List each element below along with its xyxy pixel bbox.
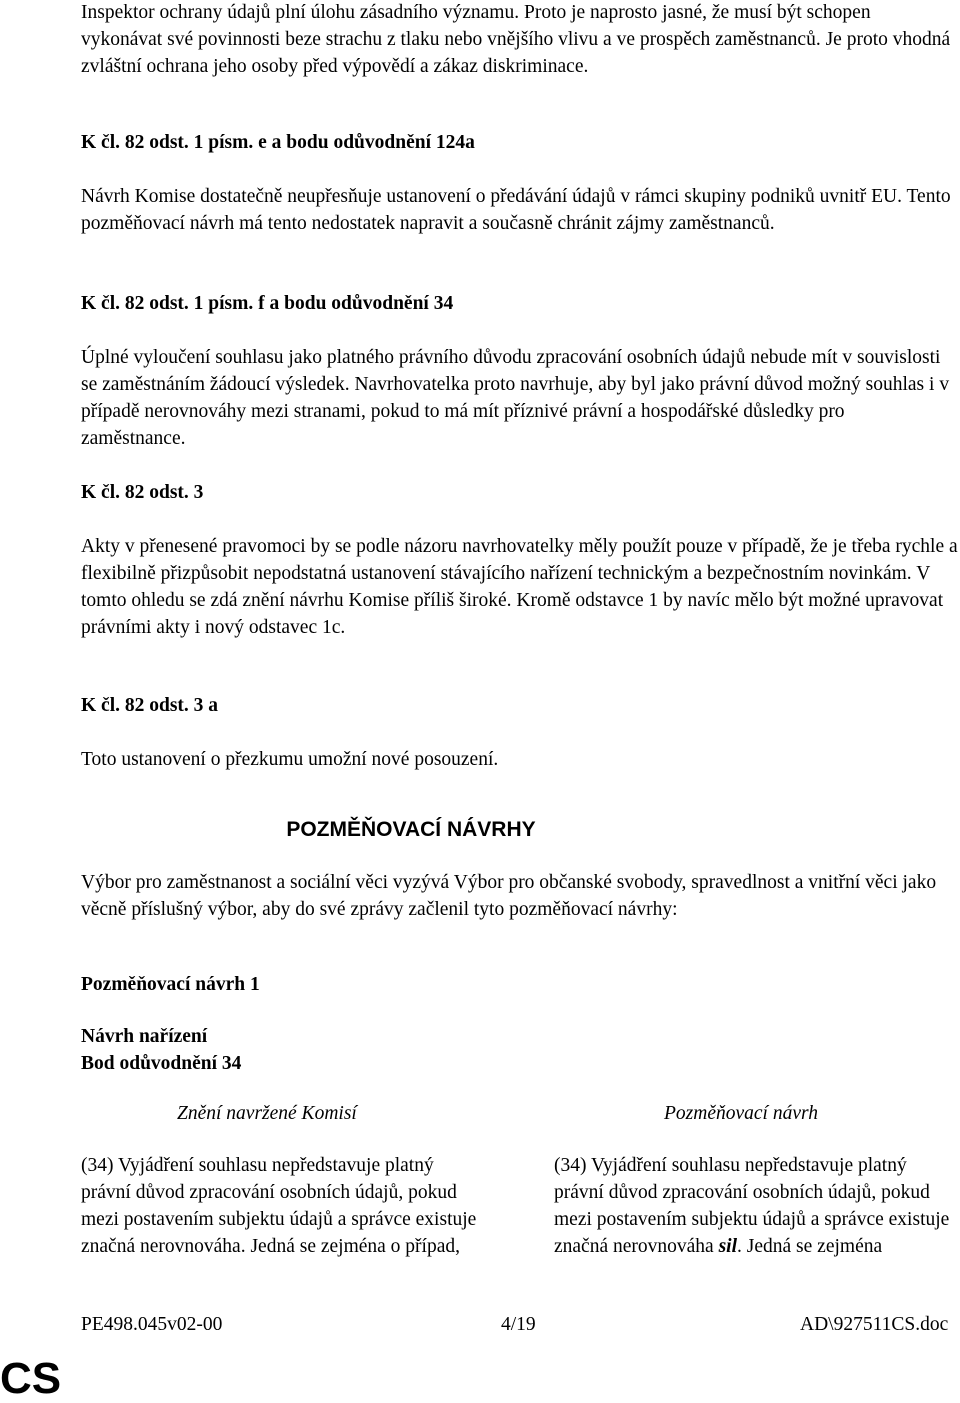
- footer-file-name: AD\927511CS.doc: [800, 1314, 949, 1335]
- footer-doc-ref: PE498.045v02-00: [81, 1314, 223, 1335]
- amendments-heading: POZMĚŇOVACÍ NÁVRHY: [286, 818, 536, 841]
- intro-paragraph: Inspektor ochrany údajů plní úlohu zásadního významu. Proto je naprosto jasné, že musí být schopen vykonávat své povinnosti beze strachu z tlaku nebo vnějšího vlivu a ve prospěch zaměstnanců. Je proto vhodná zvláštní ochrana jeho osoby před výpovědí a zákaz diskriminace.: [81, 2, 951, 77]
- recital-label: Bod odůvodnění 34: [81, 1053, 242, 1074]
- left-column-header: Znění navržené Komisí: [177, 1103, 357, 1124]
- right-text-main: (34) Vyjádření souhlasu nepředstavuje platný právní důvod zpracování osobních údajů, pokud mezi postavením subjektu údajů a správce existuje značná nerovnováha: [554, 1155, 950, 1257]
- language-code: CS: [0, 1354, 62, 1403]
- regulation-label: Návrh nařízení: [81, 1026, 208, 1047]
- section-heading-82-3a: K čl. 82 odst. 3 a: [81, 695, 219, 716]
- paragraph-82-1-f: Úplné vyloučení souhlasu jako platného právního důvodu zpracování osobních údajů nebude mít v souvislosti se zaměstnáním žádoucí výsledek. Navrhovatelka proto navrhuje, aby byl jako právní důvod možný souhlas i v případě nerovnováhy mezi stranami, pokud to má mít příznivé právní a hospodářské důsledky pro zaměstnance.: [81, 347, 950, 449]
- right-text-emphasis: sil: [718, 1236, 738, 1257]
- right-column-header: Pozměňovací návrh: [664, 1103, 818, 1124]
- right-text-tail: . Jedná se zejména: [737, 1236, 883, 1257]
- section-heading-82-1-e: K čl. 82 odst. 1 písm. e a bodu odůvodnění 124a: [81, 132, 475, 153]
- paragraph-82-1-e: Návrh Komise dostatečně neupřesňuje ustanovení o předávání údajů v rámci skupiny podniků uvnitř EU. Tento pozměňovací návrh má tento nedostatek napravit a současně chránit zájmy zaměstnanců.: [81, 186, 951, 234]
- amendments-intro: Výbor pro zaměstnanost a sociální věci vyzývá Výbor pro občanské svobody, spravedlnost a vnitřní věci jako věcně příslušný výbor, aby do své zprávy začlenil tyto pozměňovací návrhy:: [81, 872, 937, 920]
- footer-page-number: 4/19: [501, 1314, 536, 1335]
- section-heading-82-1-f: K čl. 82 odst. 1 písm. f a bodu odůvodnění 34: [81, 293, 454, 314]
- right-column-text: [554, 1152, 954, 1260]
- left-column-text: (34) Vyjádření souhlasu nepředstavuje platný právní důvod zpracování osobních údajů, pokud mezi postavením subjektu údajů a správce existuje značná nerovnováha. Jedná se zejména o případ,: [81, 1155, 477, 1257]
- amendment-number: Pozměňovací návrh 1: [81, 974, 260, 995]
- paragraph-82-3: Akty v přenesené pravomoci by se podle názoru navrhovatelky měly použít pouze v případě, že je třeba rychle a flexibilně přizpůsobit nepodstatná ustanovení stávajícího nařízení technickým a bezpečnostním novinkám. V tomto ohledu se zdá znění návrhu Komise příliš široké. Kromě odstavce 1 by navíc mělo být možné upravovat právními akty i nový odstavec 1c.: [81, 536, 958, 638]
- paragraph-82-3a: Toto ustanovení o přezkumu umožní nové posouzení.: [81, 749, 499, 770]
- section-heading-82-3: K čl. 82 odst. 3: [81, 482, 204, 503]
